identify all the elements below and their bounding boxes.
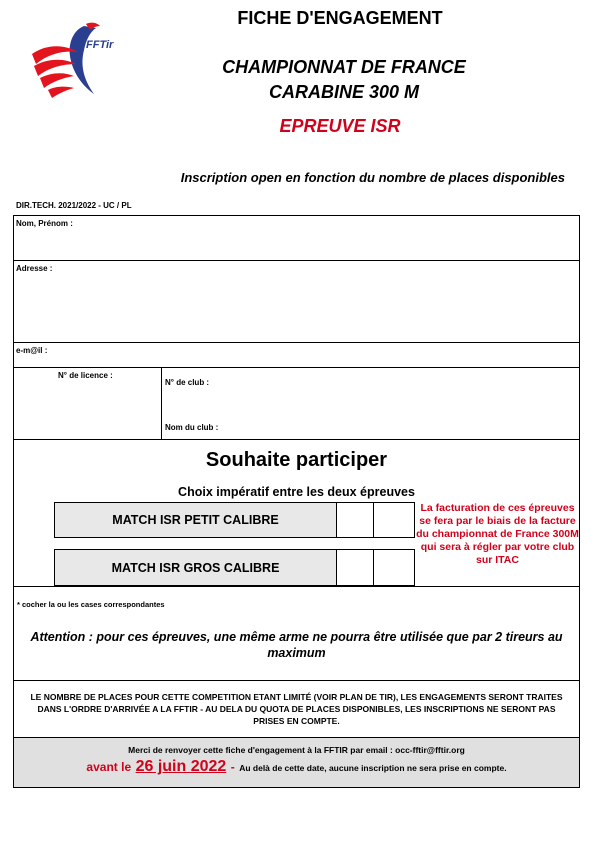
deadline-line (13, 758, 580, 776)
form-title: FICHE D'ENGAGEMENT (237, 8, 443, 28)
deadline-date: 26 juin 2022 (135, 758, 227, 775)
billing-note: La facturation de ces épreuves se fera par le biais de la facture du championnat de France 300M qui sera à régler par votre club sur ITAC (416, 502, 579, 566)
email-label: e-m@il : (16, 346, 48, 355)
license-label: N° de licence : (58, 371, 113, 380)
address-field[interactable] (13, 260, 580, 343)
choice-subheading: Choix impératif entre les deux épreuves (178, 485, 415, 499)
return-instruction: Merci de renvoyer cette fiche d'engagement à la FFTIR par email : occ-fftir@fftir.org (128, 745, 465, 755)
checkbox-gros-calibre-2[interactable] (373, 549, 415, 586)
championship-title: CHAMPIONNAT DE FRANCE CARABINE 300 M (222, 57, 466, 102)
deadline-consequence: Au delà de cette date, aucune inscription ne sera prise en compte. (239, 763, 507, 773)
option-petit-calibre (54, 502, 337, 538)
event-title: EPREUVE ISR (279, 116, 401, 136)
option-label: MATCH ISR GROS CALIBRE (111, 560, 280, 575)
section-divider (13, 586, 580, 587)
license-number-field[interactable] (14, 368, 161, 439)
club-number-label: N° de club : (165, 378, 210, 387)
club-name-label: Nom du club : (165, 423, 219, 432)
svg-text:FFTir: FFTir (86, 39, 114, 51)
attention-note: Attention : pour ces épreuves, une même arme ne pourra être utilisée que par 2 tireurs au maximum (30, 630, 563, 660)
club-number-field[interactable] (162, 368, 579, 404)
email-field[interactable] (13, 342, 580, 368)
checkbox-gros-calibre-1[interactable] (336, 549, 374, 586)
before-label: avant le (86, 760, 132, 774)
club-name-field[interactable] (162, 404, 579, 439)
document-reference: DIR.TECH. 2021/2022 - UC / PL (16, 201, 132, 210)
check-instruction: * cocher la ou les cases correspondantes (17, 600, 165, 609)
rooster-logo-icon (24, 20, 124, 100)
deadline-dash: - (230, 760, 235, 774)
places-notice: LE NOMBRE DE PLACES POUR CETTE COMPETITION ETANT LIMITÉ (VOIR PLAN DE TIR), LES ENGAGEMENTS SERONT TRAITES DANS L'ORDRE D'ARRIVÉE A LA FFTIR - AU DELA DU QUOTA DE PLACES DISPONIBLES, LES INSCRIPTIONS NE SERONT PAS PRISES EN COMPTE. (13, 680, 580, 738)
participation-heading: Souhaite participer (205, 449, 388, 471)
option-label: MATCH ISR PETIT CALIBRE (112, 513, 279, 527)
checkbox-petit-calibre-1[interactable] (336, 502, 374, 538)
address-label: Adresse : (16, 264, 53, 273)
name-field[interactable] (13, 215, 580, 261)
option-gros-calibre (54, 549, 337, 586)
open-registration-note: Inscription open en fonction du nombre de places disponibles (180, 170, 565, 185)
checkbox-petit-calibre-2[interactable] (373, 502, 415, 538)
fftir-logo (24, 20, 124, 100)
name-label: Nom, Prénom : (16, 219, 73, 228)
